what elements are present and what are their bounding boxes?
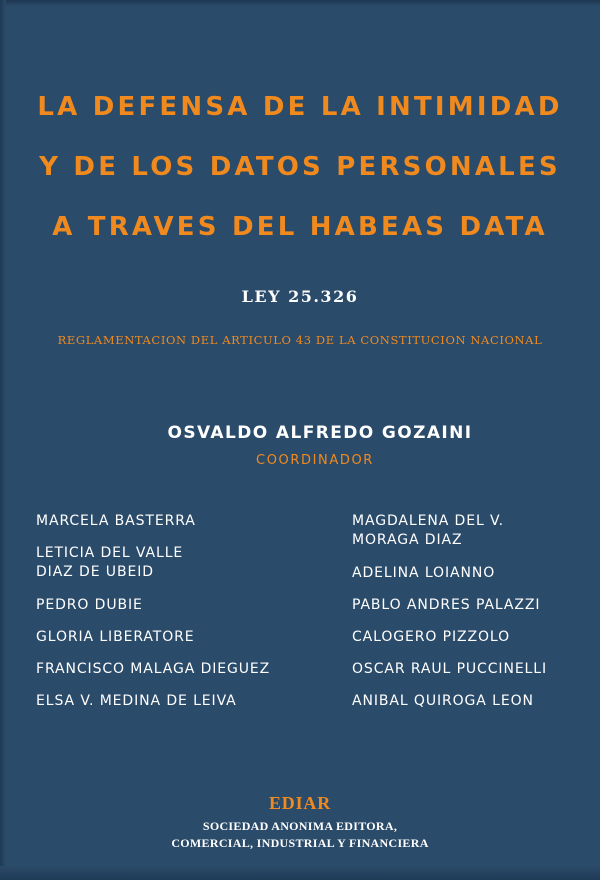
book-title-line-1: LA DEFENSA DE LA INTIMIDAD xyxy=(37,92,563,122)
author-name: ADELINA LOIANNO xyxy=(352,565,496,581)
author-name: MARCELA BASTERRA xyxy=(36,513,196,529)
regulation-subtitle: REGLAMENTACION DEL ARTICULO 43 DE LA CONSTITUCION NACIONAL xyxy=(57,333,543,347)
publisher-name: EDIAR xyxy=(268,793,331,813)
author-name: MAGDALENA DEL V. MORAGA DIAZ xyxy=(352,513,505,548)
author-name: PABLO ANDRES PALAZZI xyxy=(352,597,541,613)
author-name: ELSA V. MEDINA DE LEIVA xyxy=(36,693,237,709)
authors-right-column xyxy=(352,512,592,724)
publisher-description-line-2: COMERCIAL, INDUSTRIAL Y FINANCIERA xyxy=(171,836,429,850)
coordinator-role: COORDINADOR xyxy=(256,453,374,468)
author-name: GLORIA LIBERATORE xyxy=(36,629,195,645)
author-name: OSCAR RAUL PUCCINELLI xyxy=(352,661,547,677)
coordinator-name: OSVALDO ALFREDO GOZAINI xyxy=(167,423,473,443)
cover-edge-bottom xyxy=(0,866,600,880)
author-name: PEDRO DUBIE xyxy=(36,597,143,613)
book-title-line-2: Y DE LOS DATOS PERSONALES xyxy=(39,152,561,182)
law-number: LEY 25.326 xyxy=(241,287,359,306)
author-name: LETICIA DEL VALLE DIAZ DE UBEID xyxy=(36,545,184,580)
author-name: CALOGERO PIZZOLO xyxy=(352,629,511,645)
authors-left-column xyxy=(36,512,306,711)
book-title-line-3: A TRAVES DEL HABEAS DATA xyxy=(52,212,548,242)
author-name: ANIBAL QUIROGA LEON xyxy=(352,693,534,709)
publisher-description-line-1: SOCIEDAD ANONIMA EDITORA, xyxy=(202,819,398,833)
cover-edge-top xyxy=(0,0,600,6)
author-name: FRANCISCO MALAGA DIEGUEZ xyxy=(36,661,271,677)
